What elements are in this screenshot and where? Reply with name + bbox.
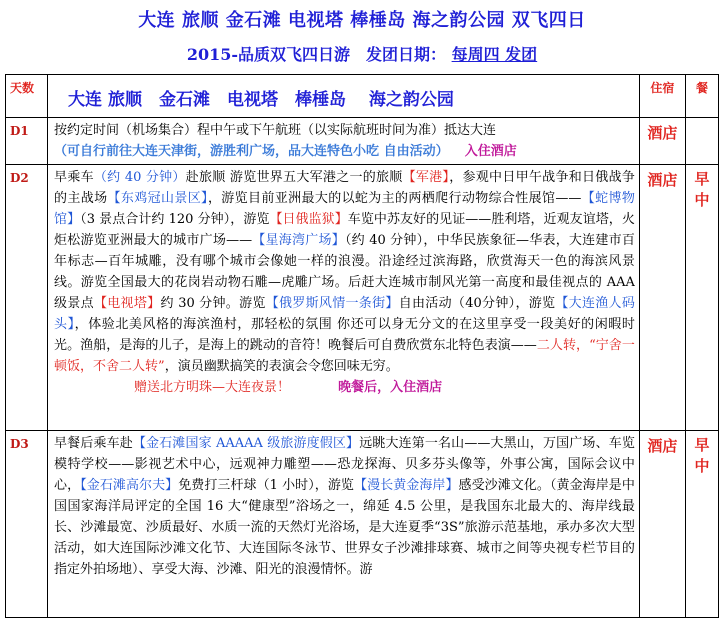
sight-golden-coast: 【漫长黄金海岸】 [354, 478, 459, 493]
page-subtitle [0, 42, 724, 65]
table-row [6, 165, 719, 431]
sight-russian-street: 【俄罗斯风情一条街】 [265, 296, 399, 311]
table-row [6, 118, 719, 165]
day-label: D3 [6, 431, 48, 618]
sight-fisherman-wharf: 【大连渔人码头】 [54, 296, 635, 332]
meal-cell [685, 118, 718, 165]
sight-military-port: 【军港】 [402, 170, 450, 185]
sight-snake-museum: 【蛇博物馆】 [54, 191, 635, 227]
header-day: 天数 [6, 75, 48, 118]
table-row [6, 431, 719, 618]
day-label: D1 [6, 118, 48, 165]
day-description: 早餐后乘车赴【金石滩国家 AAAAA 级旅游度假区】远眺大连第一名山——大黑山，万国广场、车览模特学校——影视艺术中心，远观神力雕塑——恐龙探海、贝多芬头像等，外事公寓，国际会议中心，【金石滩高尔夫】免费打三杆球（1 小时），游览【漫长黄金海岸】感受沙滩文化。（黄金海岸是中国国家海洋局评定的全国 16 大“健康型”浴场之一，绵延 4.5 公里，是我国东北最大的、海岸线最长、沙滩最宽、沙质最好、水质一流的天然灯光浴场，是大连夏季“3S”旅游示范基地，承办多次大型活动，如大连国际沙滩文化节、大连国际冬泳节、世界女子沙滩排球赛、城市之间等央视专栏节目的指定外拍场地）、享受大海、沙滩、阳光的浪漫情怀。游 [48, 431, 640, 618]
header-meal: 餐 [685, 75, 718, 118]
day-label: D2 [6, 165, 48, 431]
sight-golden-pebble: 【金石滩国家 AAAAA 级旅游度假区】 [132, 436, 360, 451]
header-stay: 住宿 [639, 75, 685, 118]
free-activity-note: （可自行前往大连天津街，游胜利广场，品大连特色小吃 自由活动） [54, 144, 449, 159]
meal-cell: 早 中 [685, 431, 718, 618]
sight-east-cockscomb: 【东鸡冠山景区】 [107, 191, 208, 206]
hotel-note: 入住酒店 [464, 144, 517, 159]
show-errenzhuan: 二人转，“宁舍一顿饭，不舍二人转” [54, 338, 635, 374]
sight-prison: 【日俄监狱】 [269, 212, 348, 227]
day-description: 按约定时间（机场集合）程中午或下午航班（以实际航班时间为准）抵达大连 （可自行前往大连天津街，游胜利广场，品大连特色小吃 自由活动） 入住酒店 [48, 118, 640, 165]
stay-cell: 酒店 [639, 118, 685, 165]
itinerary-table [5, 74, 719, 618]
hotel-note: 晚餐后，入住酒店 [338, 380, 443, 395]
sight-tv-tower: 【电视塔】 [93, 296, 161, 311]
night-view-note: 赠送北方明珠—大连夜景！ [134, 380, 291, 395]
header-route: 大连 旅顺 金石滩 电视塔 棒棰岛 海之韵公园 [48, 75, 640, 118]
sight-golf: 【金石滩高尔夫】 [80, 478, 179, 493]
departure-date: 每周四 发团 [451, 45, 538, 64]
subtitle-prefix: 2015-品质双飞四日游 发团日期： [186, 45, 447, 64]
page-title: 大连 旅顺 金石滩 电视塔 棒棰岛 海之韵公园 双飞四日 [138, 10, 586, 31]
table-header-row [6, 75, 719, 118]
stay-cell: 酒店 [639, 165, 685, 431]
day-description: 早乘车（约 40 分钟）赴旅顺 游览世界五大军港之一的旅顺【军港】，参观中日甲午战争和日俄战争的主战场【东鸡冠山景区】，游览目前亚洲最大的以蛇为主的两栖爬行动物综合性展馆——【蛇博物馆】（3 景点合计约 120 分钟），游览【日俄监狱】车览中苏友好的见证——胜利塔，近观友谊塔，火炬松游览亚洲最大的城市广场——【星海湾广场】（约 40 分钟），中华民族象征—华表，大连建市百年标志—百年城雕，没有哪个城市会像她一样的浪漫。沿途经过滨海路，欣赏海天一色的海滨风景线。游览全国最大的花岗岩动物石雕—虎雕广场。后赶大连城市制风光第一高度和最佳视点的 AAA 级景点【电视塔】约 30 分钟。游览【俄罗斯风情一条街】自由活动（40分钟），游览【大连渔人码头】，体验北美风格的海滨渔村，那轻松的氛围 你还可以身无分文的在这里享受一段美好的闲暇时光。渔船，是海的儿子，是海上的跳动的音符！晚餐后可自费欣赏东北特色表演——二人转，“宁舍一顿饭，不舍二人转”，演员幽默搞笑的表演会令您回味无穷。 赠送北方明珠—大连夜景！ 晚餐后，入住酒店 [48, 165, 640, 431]
stay-cell: 酒店 [639, 431, 685, 618]
meal-cell: 早 中 [685, 165, 718, 431]
sight-xinghai-square: 【星海湾广场】 [252, 233, 345, 248]
